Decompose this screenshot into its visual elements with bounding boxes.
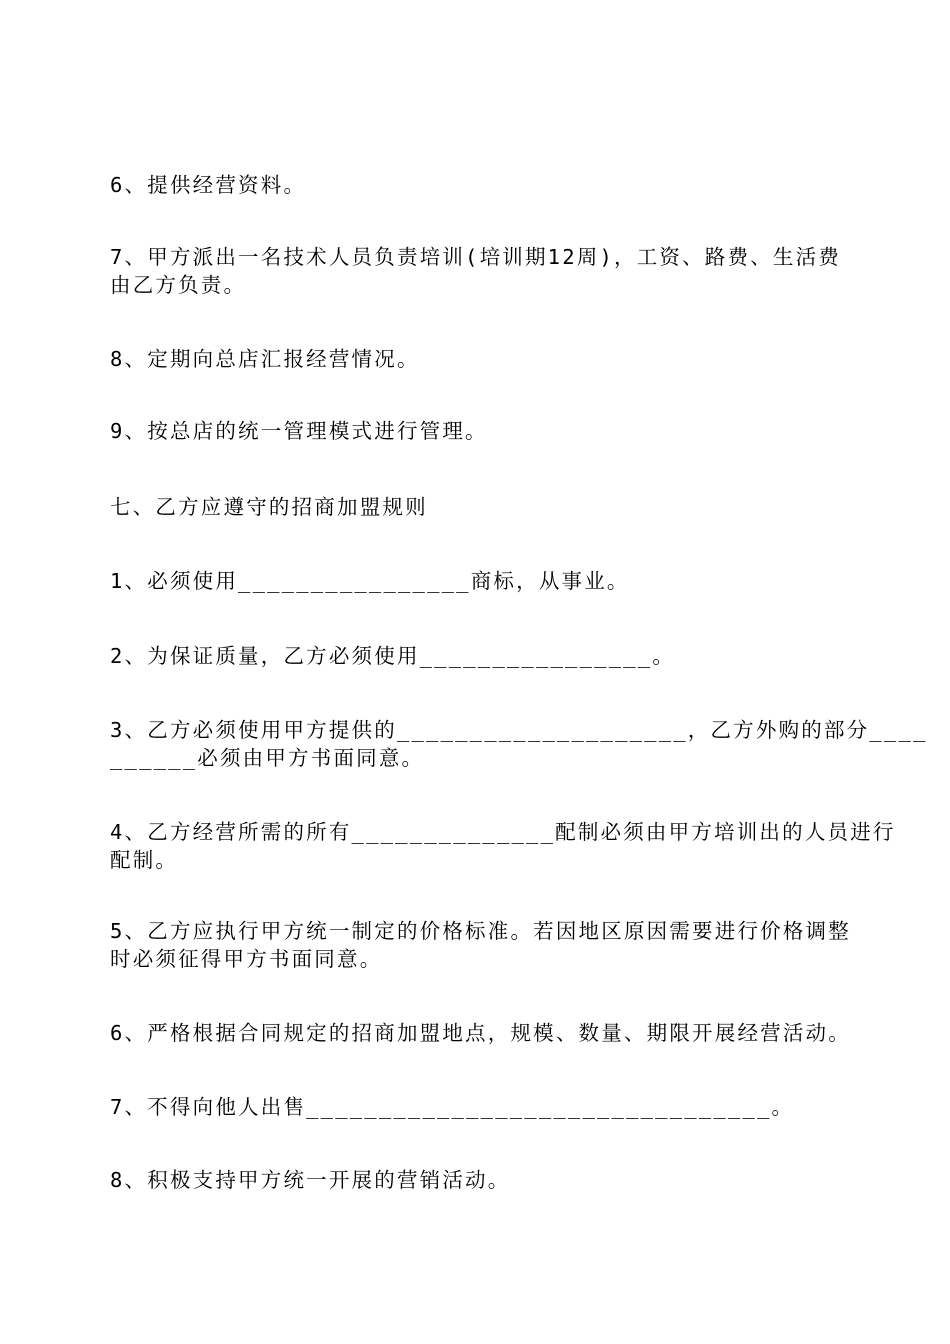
clause-6-provide-materials: 6、提供经营资料。 bbox=[110, 173, 307, 197]
rule-4-preparation-line-2: 配制。 bbox=[110, 848, 179, 872]
rule-3-supplies-line-1: 3、乙方必须使用甲方提供的____________________，乙方外购的部分____ bbox=[110, 718, 928, 742]
rule-4-preparation-line-1: 4、乙方经营所需的所有______________配制必须由甲方培训出的人员进行 bbox=[110, 820, 896, 844]
rule-1-trademark: 1、必须使用________________商标，从事业。 bbox=[110, 569, 630, 593]
clause-7-training-line-1: 7、甲方派出一名技术人员负责培训(培训期12周)，工资、路费、生活费 bbox=[110, 245, 842, 269]
clause-9-management: 9、按总店的统一管理模式进行管理。 bbox=[110, 419, 488, 443]
rule-5-pricing-line-2: 时必须征得甲方书面同意。 bbox=[110, 947, 383, 971]
section-heading-7: 七、乙方应遵守的招商加盟规则 bbox=[110, 495, 428, 519]
rule-6-operations: 6、严格根据合同规定的招商加盟地点，规模、数量、期限开展经营活动。 bbox=[110, 1021, 851, 1045]
rule-8-marketing: 8、积极支持甲方统一开展的营销活动。 bbox=[110, 1168, 511, 1192]
rule-5-pricing-line-1: 5、乙方应执行甲方统一制定的价格标准。若因地区原因需要进行价格调整 bbox=[110, 919, 851, 943]
clause-8-report: 8、定期向总店汇报经营情况。 bbox=[110, 347, 420, 371]
rule-7-no-resale: 7、不得向他人出售________________________________。 bbox=[110, 1095, 795, 1119]
rule-3-supplies-line-2: ______必须由甲方书面同意。 bbox=[110, 746, 425, 770]
rule-2-quality: 2、为保证质量，乙方必须使用________________。 bbox=[110, 644, 676, 668]
clause-7-training-line-2: 由乙方负责。 bbox=[110, 273, 247, 297]
